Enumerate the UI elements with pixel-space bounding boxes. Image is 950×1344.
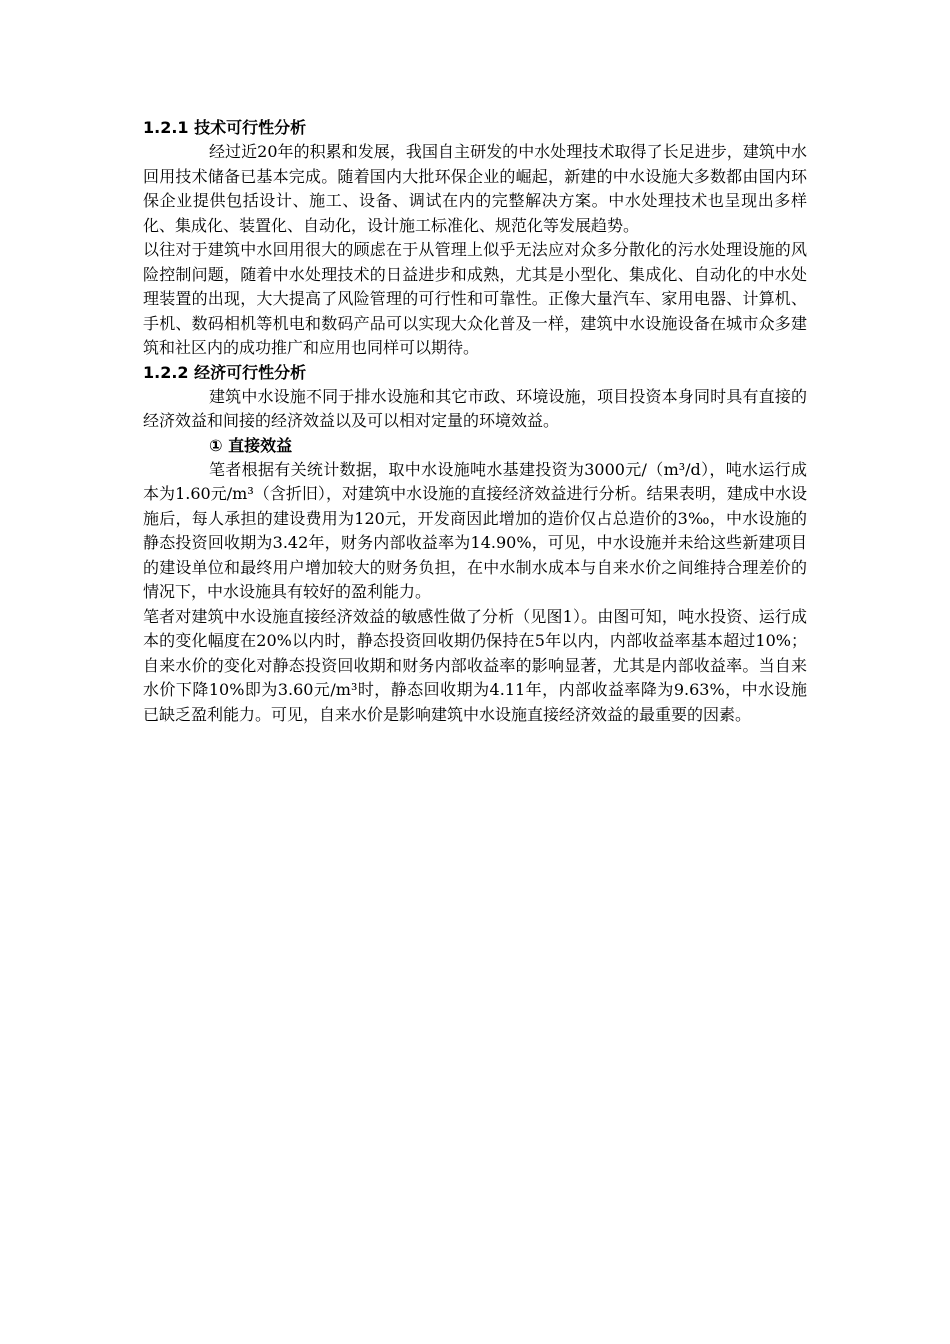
document-page — [143, 116, 807, 727]
paragraph-sensitivity-analysis: 笔者对建筑中水设施直接经济效益的敏感性做了分析（见图1）。由图可知，吨水投资、运行成本的变化幅度在20%以内时，静态投资回收期仍保持在5年以内，内部收益率基本超过10%；自来水价的变化对静态投资回收期和财务内部收益率的影响显著，尤其是内部收益率。当自来水价下降10%即为3.60元/m³时，静态回收期为4.11年，内部收益率降为9.63%，中水设施已缺乏盈利能力。可见，自来水价是影响建筑中水设施直接经济效益的最重要的因素。 — [143, 606, 807, 724]
paragraph-direct-benefit-analysis: 笔者根据有关统计数据，取中水设施吨水基建投资为3000元/（m³/d），吨水运行成本为1.60元/m³（含折旧），对建筑中水设施的直接经济效益进行分析。结果表明，建成中水设施后，每人承担的建设费用为120元，开发商因此增加的造价仅占总造价的3‰，中水设施的静态投资回收期为3.42年，财务内部收益率为14.90%，可见，中水设施并未给这些新建项目的建设单位和最终用户增加较大的财务负担，在中水制水成本与自来水价之间维持合理差价的情况下，中水设施具有较好的盈利能力。 — [143, 459, 807, 601]
section-heading-1-2-2: 1.2.2 经济可行性分析 — [143, 362, 307, 382]
paragraph-tech-progress: 经过近20年的积累和发展，我国自主研发的中水处理技术取得了长足进步，建筑中水回用技术储备已基本完成。随着国内大批环保企业的崛起，新建的中水设施大多数都由国内环保企业提供包括设计、施工、设备、调试在内的完整解决方案。中水处理技术也呈现出多样化、集成化、装置化、自动化，设计施工标准化、规范化等发展趋势。 — [143, 142, 807, 235]
section-heading-1-2-1: 1.2.1 技术可行性分析 — [143, 118, 307, 137]
paragraph-risk-management: 以往对于建筑中水回用很大的顾虑在于从管理上似乎无法应对众多分散化的污水处理设施的风险控制问题，随着中水处理技术的日益进步和成熟，尤其是小型化、集成化、自动化的中水处理装置的出现，大大提高了风险管理的可行性和可靠性。正像大量汽车、家用电器、计算机、手机、数码相机等机电和数码产品可以实现大众化普及一样，建筑中水设施设备在城市众多建筑和社区内的成功推广和应用也同样可以期待。 — [143, 240, 807, 357]
subheading-direct-benefit: ① 直接效益 — [209, 435, 293, 455]
paragraph-economic-intro: 建筑中水设施不同于排水设施和其它市政、环境设施，项目投资本身同时具有直接的经济效益和间接的经济效益以及可以相对定量的环境效益。 — [143, 386, 807, 430]
